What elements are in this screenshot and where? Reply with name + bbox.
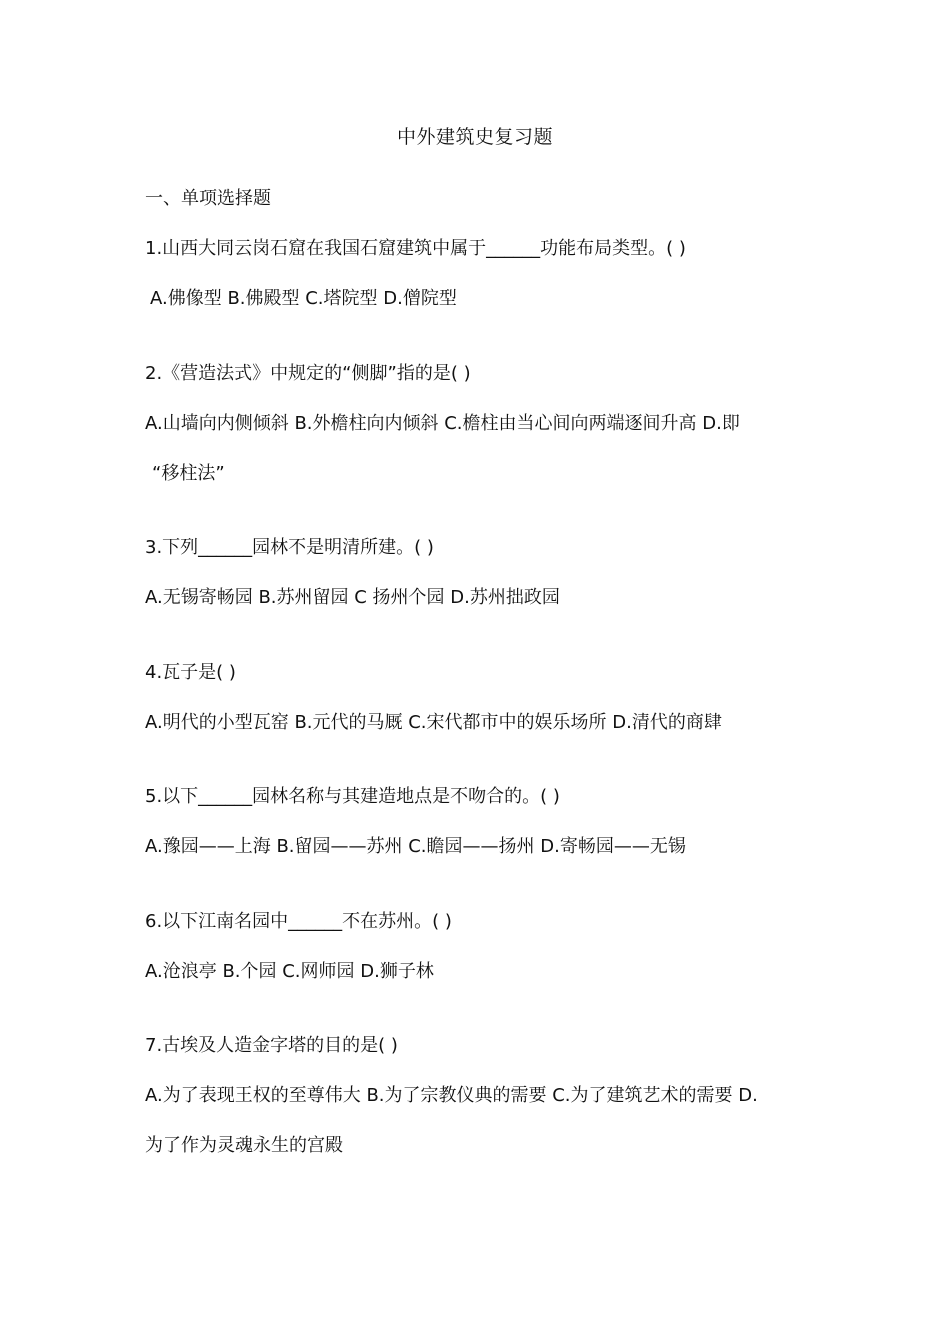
question-6-stem: 6.以下江南名园中______不在苏州。( ) xyxy=(145,911,452,932)
question-2-options-continued: “移柱法” xyxy=(152,463,225,484)
question-3-options: A.无锡寄畅园 B.苏州留园 C 扬州个园 D.苏州拙政园 xyxy=(145,587,560,608)
question-7-options: A.为了表现王权的至尊伟大 B.为了宗教仪典的需要 C.为了建筑艺术的需要 D. xyxy=(145,1085,758,1106)
question-7-options-continued: 为了作为灵魂永生的宫殿 xyxy=(145,1135,343,1156)
section-heading: 一、单项选择题 xyxy=(145,188,271,209)
question-4-options: A.明代的小型瓦窑 B.元代的马厩 C.宋代都市中的娱乐场所 D.清代的商肆 xyxy=(145,712,722,733)
question-5-options: A.豫园——上海 B.留园——苏州 C.瞻园——扬州 D.寄畅园——无锡 xyxy=(145,836,686,857)
question-7-stem: 7.古埃及人造金字塔的目的是( ) xyxy=(145,1035,398,1056)
question-1-options: A.佛像型 B.佛殿型 C.塔院型 D.僧院型 xyxy=(150,288,457,309)
question-6-options: A.沧浪亭 B.个园 C.网师园 D.狮子林 xyxy=(145,961,434,982)
question-3-stem: 3.下列______园林不是明清所建。( ) xyxy=(145,537,434,558)
question-2-stem: 2.《营造法式》中规定的“侧脚”指的是( ) xyxy=(145,363,471,384)
question-4-stem: 4.瓦子是( ) xyxy=(145,662,236,683)
question-1-stem: 1.山西大同云岗石窟在我国石窟建筑中属于______功能布局类型。( ) xyxy=(145,238,686,259)
question-2-options: A.山墙向内侧倾斜 B.外檐柱向内倾斜 C.檐柱由当心间向两端逐间升高 D.即 xyxy=(145,413,740,434)
document-title: 中外建筑史复习题 xyxy=(396,126,553,148)
question-5-stem: 5.以下______园林名称与其建造地点是不吻合的。( ) xyxy=(145,786,560,807)
